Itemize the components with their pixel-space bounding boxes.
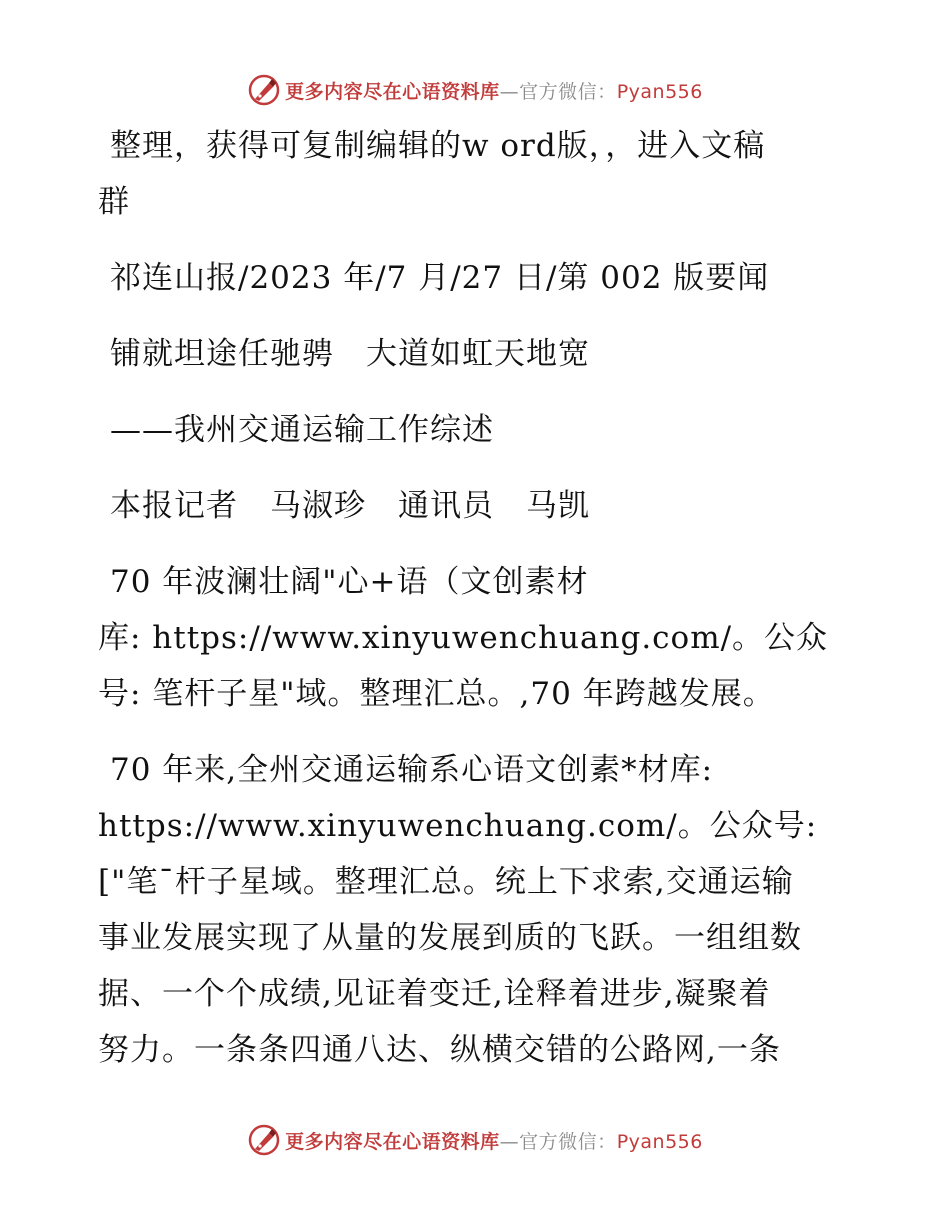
article-source-line: 祁连山报/2023 年/7 月/27 日/第 002 版要闻 — [110, 260, 770, 296]
text-line: 事业发展实现了从量的发展到质的飞跃。一组组数 — [98, 920, 802, 956]
text-line: 号: 笔杆子星"域。整理汇总。,70 年跨越发展。 — [98, 676, 775, 712]
text-line: 库: https://www.xinyuwenchuang.com/。公众 — [98, 620, 829, 656]
text-line: 70 年来,全州交通运输系心语文创素*材库: — [110, 752, 714, 788]
article-headline: 铺就坦途任驰骋 大道如虹天地宽 — [110, 336, 590, 372]
article-byline: 本报记者 马淑珍 通讯员 马凯 — [110, 488, 590, 524]
banner-wechat-id: Pyan556 — [616, 1130, 703, 1153]
text-line: 群 — [98, 184, 130, 220]
text-line: 据、一个个成绩,见证着变迁,诠释着进步,凝聚着 — [98, 976, 771, 1012]
banner-text — [285, 1127, 703, 1154]
text-line: 整理，获得可复制编辑的w ord版，，进入文稿 — [110, 128, 766, 164]
header-watermark-banner — [0, 70, 950, 110]
banner-official-label: 官方微信： — [519, 1130, 617, 1153]
banner-dash: — — [499, 1130, 520, 1153]
article-subheadline: ——我州交通运输工作综述 — [110, 412, 494, 448]
paragraph-6 — [98, 554, 858, 722]
paragraph-7 — [98, 742, 858, 1078]
banner-main-text: 更多内容尽在心语资料库 — [285, 80, 500, 103]
banner-dash: — — [499, 80, 520, 103]
pen-nib-logo-icon — [247, 1123, 281, 1157]
pen-nib-logo-icon — [247, 73, 281, 107]
footer-watermark-banner — [0, 1120, 950, 1160]
text-line: ["笔¯杆子星域。整理汇总。统上下求索,交通运输 — [98, 864, 794, 900]
text-line: https://www.xinyuwenchuang.com/。公众号: — [98, 808, 818, 844]
text-line: 70 年波澜壮阔"心+语（文创素材 — [110, 564, 589, 600]
text-line: 努力。一条条四通八达、纵横交错的公路网,一条 — [98, 1032, 781, 1068]
paragraph-1 — [98, 118, 858, 230]
banner-official-label: 官方微信： — [519, 80, 617, 103]
banner-main-text: 更多内容尽在心语资料库 — [285, 1130, 500, 1153]
document-body — [98, 118, 858, 1078]
banner-wechat-id: Pyan556 — [616, 80, 703, 103]
banner-text — [285, 77, 703, 104]
